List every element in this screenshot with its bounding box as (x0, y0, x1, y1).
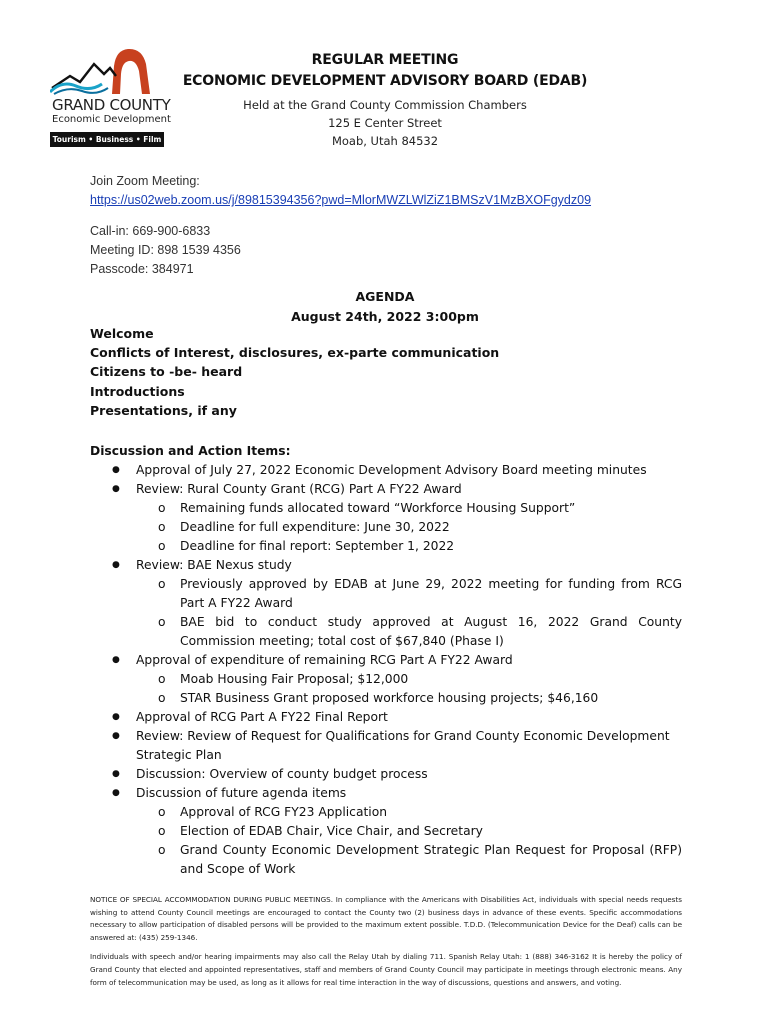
zoom-link[interactable]: https://us02web.zoom.us/j/89815394356?pwd=MlorMWZLWlZiZ1BMSzV1MzBXOFgydz09 (90, 193, 592, 207)
agenda-date: August 24th, 2022 3:00pm (291, 309, 479, 324)
city-line: Moab, Utah 84532 (331, 134, 439, 148)
discussion-item (90, 480, 682, 556)
logo-tagline-bar: Tourism • Business • Film (50, 132, 164, 147)
sub-list (136, 499, 682, 556)
discussion-item-text: Review: Review of Request for Qualifications for Grand County Economic Development Strategic Plan (136, 729, 670, 762)
discussion-section (90, 442, 682, 879)
discussion-title: Discussion and Action Items: (90, 444, 291, 458)
discussion-item-text: Approval of RCG Part A FY22 Final Report (136, 710, 388, 724)
sub-item: o BAE bid to conduct study approved at August 16, 2022 Grand County Commission meeting; total cost of $67,840 (Phase I) (136, 613, 682, 651)
discussion-item-text: Approval of July 27, 2022 Economic Development Advisory Board meeting minutes (136, 463, 647, 477)
sub-item: o Election of EDAB Chair, Vice Chair, and Secretary (136, 822, 682, 841)
zoom-info (90, 172, 591, 279)
document-header (150, 50, 620, 150)
discussion-item (90, 651, 682, 708)
sub-item: o Remaining funds allocated toward “Workforce Housing Support” (136, 499, 682, 518)
discussion-item (90, 556, 682, 651)
discussion-list (90, 461, 682, 879)
logo-economic-development-text: Economic Development (52, 114, 171, 125)
discussion-item-text: Discussion: Overview of county budget process (136, 767, 428, 781)
passcode: Passcode: 384971 (90, 262, 194, 276)
discussion-item (90, 784, 682, 879)
notice-paragraph-ada: NOTICE OF SPECIAL ACCOMMODATION DURING PUBLIC MEETINGS. In compliance with the Americans with Disabilities Act, individuals with special needs requests wishing to attend County Council meetings are encouraged to contact the County two (2) business days in advance of these events. Specific accommodations necessary to allow participation of disabled persons will be provided to the maximum extent possible. T.D.D. (Telecommunication Device for the Deaf) calls can be answered at: (435) 259-1346. (90, 895, 682, 942)
discussion-item (90, 727, 682, 765)
sub-item: o Moab Housing Fair Proposal; $12,000 (136, 670, 682, 689)
street-line: 125 E Center Street (328, 116, 442, 130)
callin-number: Call-in: 669-900-6833 (90, 224, 211, 238)
sub-item: o Grand County Economic Development Strategic Plan Request for Proposal (RFP) and Scope of Work (136, 841, 682, 879)
opening-item: Welcome (90, 326, 154, 341)
discussion-item-text: Approval of expenditure of remaining RCG Part A FY22 Award (136, 653, 513, 667)
opening-item: Introductions (90, 383, 185, 399)
meeting-type-title: REGULAR MEETING (311, 52, 459, 68)
accommodation-notice (90, 894, 682, 996)
opening-item: Presentations, if any (90, 402, 237, 418)
sub-item: o Previously approved by EDAB at June 29, 2022 meeting for funding from RCG Part A FY22 Award (136, 575, 682, 613)
agenda-heading (150, 287, 620, 327)
discussion-item-text: Review: BAE Nexus study (136, 558, 292, 572)
discussion-item (90, 461, 682, 480)
agenda-title: AGENDA (355, 289, 415, 304)
sub-list (136, 670, 682, 708)
discussion-item-text: Review: Rural County Grant (RCG) Part A FY22 Award (136, 482, 462, 496)
location-line: Held at the Grand County Commission Chambers (243, 98, 527, 112)
logo-grand-county-text: GRAND COUNTY (52, 96, 171, 114)
sub-item: o Approval of RCG FY23 Application (136, 803, 682, 822)
opening-items (90, 324, 499, 420)
sub-list (136, 575, 682, 651)
sub-list (136, 803, 682, 879)
notice-paragraph-relay: Individuals with speech and/or hearing impairments may also call the Relay Utah by dialing 711. Spanish Relay Utah: 1 (888) 346-3162 It is hereby the policy of Grand County that elected and appointed representatives, staff and members of Grand County Council may participate in meetings through electronic means. Any form of telecommunication may be used, as long as it allows for real time interaction in the way of discussions, questions and answers, and voting. (90, 952, 682, 987)
sub-item: o Deadline for final report: September 1, 2022 (136, 537, 682, 556)
opening-item: Citizens to -be- heard (90, 364, 243, 380)
discussion-item (90, 708, 682, 727)
meeting-id: Meeting ID: 898 1539 4356 (90, 243, 241, 257)
sub-item: o STAR Business Grant proposed workforce housing projects; $46,160 (136, 689, 682, 708)
discussion-item (90, 765, 682, 784)
zoom-label: Join Zoom Meeting: (90, 174, 200, 188)
sub-item: o Deadline for full expenditure: June 30, 2022 (136, 518, 682, 537)
discussion-item-text: Discussion of future agenda items (136, 786, 347, 800)
opening-item: Conflicts of Interest, disclosures, ex-parte communication (90, 345, 500, 361)
board-name-title: ECONOMIC DEVELOPMENT ADVISORY BOARD (EDAB) (182, 73, 588, 89)
